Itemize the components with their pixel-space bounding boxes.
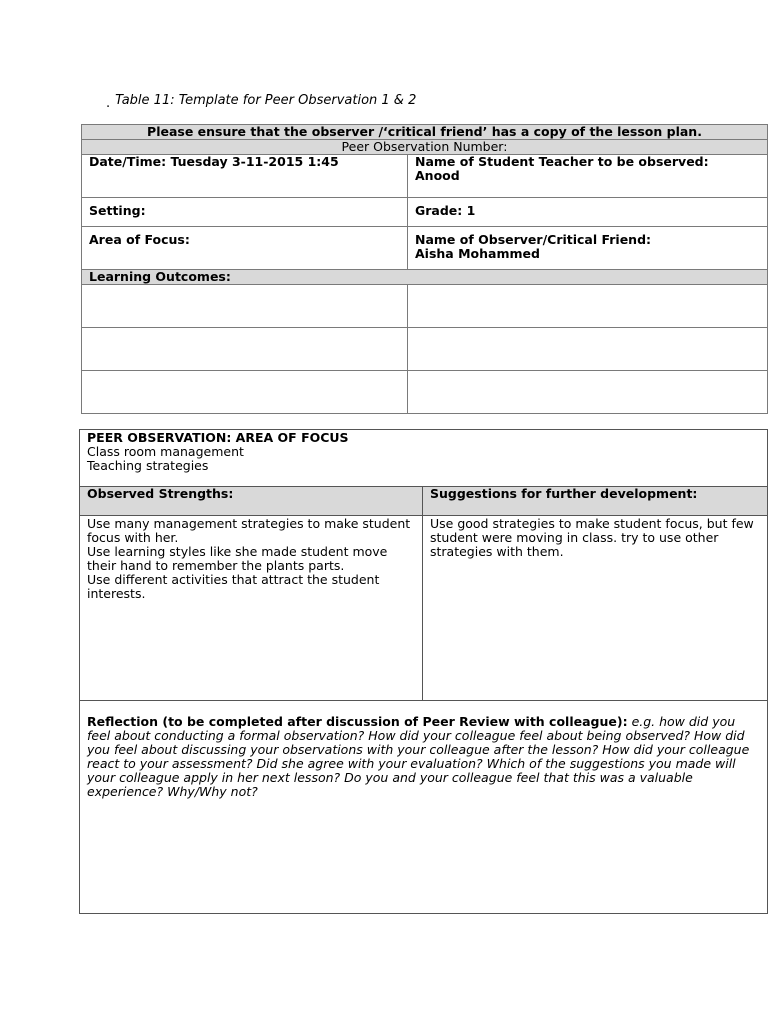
- outcome-cell: [408, 371, 768, 414]
- focus-line-1: Class room management: [87, 444, 244, 459]
- area-of-focus-cell: [82, 227, 408, 270]
- setting-cell: [82, 198, 408, 227]
- strength-item: Use many management strategies to make student focus with her.: [87, 516, 411, 545]
- table-caption: [106, 93, 417, 111]
- observer-cell: [408, 227, 768, 270]
- focus-line-2: Teaching strategies: [87, 458, 209, 473]
- grade-cell: [408, 198, 768, 227]
- student-teacher-label: Name of Student Teacher to be observed:: [415, 154, 709, 169]
- outcome-cell: [408, 285, 768, 328]
- outcome-cell: [82, 285, 408, 328]
- caption-title: Table 11: Template for Peer Observation 1 & 2: [115, 93, 417, 108]
- caption-bullet: .: [106, 96, 111, 111]
- datetime-label: Date/Time: Tuesday 3-11-2015 1:45: [89, 154, 339, 169]
- focus-heading: PEER OBSERVATION: AREA OF FOCUS: [87, 430, 349, 445]
- suggestions-text: Use good strategies to make student focus, but few student were moving in class. try to use other strategies with them.: [430, 516, 754, 559]
- reflection-cell: [80, 701, 768, 914]
- reflection-prompt: e.g. how did you feel about conducting a formal observation? How did your colleague feel about being observed? How did you feel about discussing your observations with your colleague after the lesson? How did your colleague react to your assessment? Did she agree with your evaluation? Which of the suggestions you made will your colleague apply in her next lesson? Do you and your colleague feel that this was a valuable experience? Why/Why not?: [87, 714, 750, 799]
- area-of-focus-label: Area of Focus:: [89, 232, 190, 247]
- setting-label: Setting:: [89, 203, 146, 218]
- suggestions-header: Suggestions for further development:: [423, 487, 768, 516]
- datetime-cell: [82, 155, 408, 198]
- reflection-label: Reflection (to be completed after discussion of Peer Review with colleague):: [87, 714, 628, 729]
- suggestions-cell: [423, 516, 768, 701]
- outcome-cell: [408, 328, 768, 371]
- outcome-cell: [82, 328, 408, 371]
- grade-label: Grade: 1: [415, 203, 476, 218]
- observer-label: Name of Observer/Critical Friend:: [415, 232, 652, 247]
- strengths-header: Observed Strengths:: [80, 487, 423, 516]
- strength-item: Use learning styles like she made student move their hand to remember the plants parts.: [87, 544, 388, 573]
- area-of-focus-table: [79, 429, 768, 914]
- student-teacher-value: Anood: [415, 168, 460, 183]
- strength-item: Use different activities that attract the student interests.: [87, 572, 380, 601]
- focus-header-cell: [80, 430, 768, 487]
- learning-outcomes-label: Learning Outcomes:: [82, 270, 768, 285]
- strengths-cell: [80, 516, 423, 701]
- outcome-cell: [82, 371, 408, 414]
- observation-details-table: [81, 124, 768, 414]
- student-teacher-cell: [408, 155, 768, 198]
- observer-value: Aisha Mohammed: [415, 246, 540, 261]
- lesson-plan-notice: Please ensure that the observer /‘critical friend’ has a copy of the lesson plan.: [82, 125, 768, 140]
- observation-number-label: Peer Observation Number:: [82, 140, 768, 155]
